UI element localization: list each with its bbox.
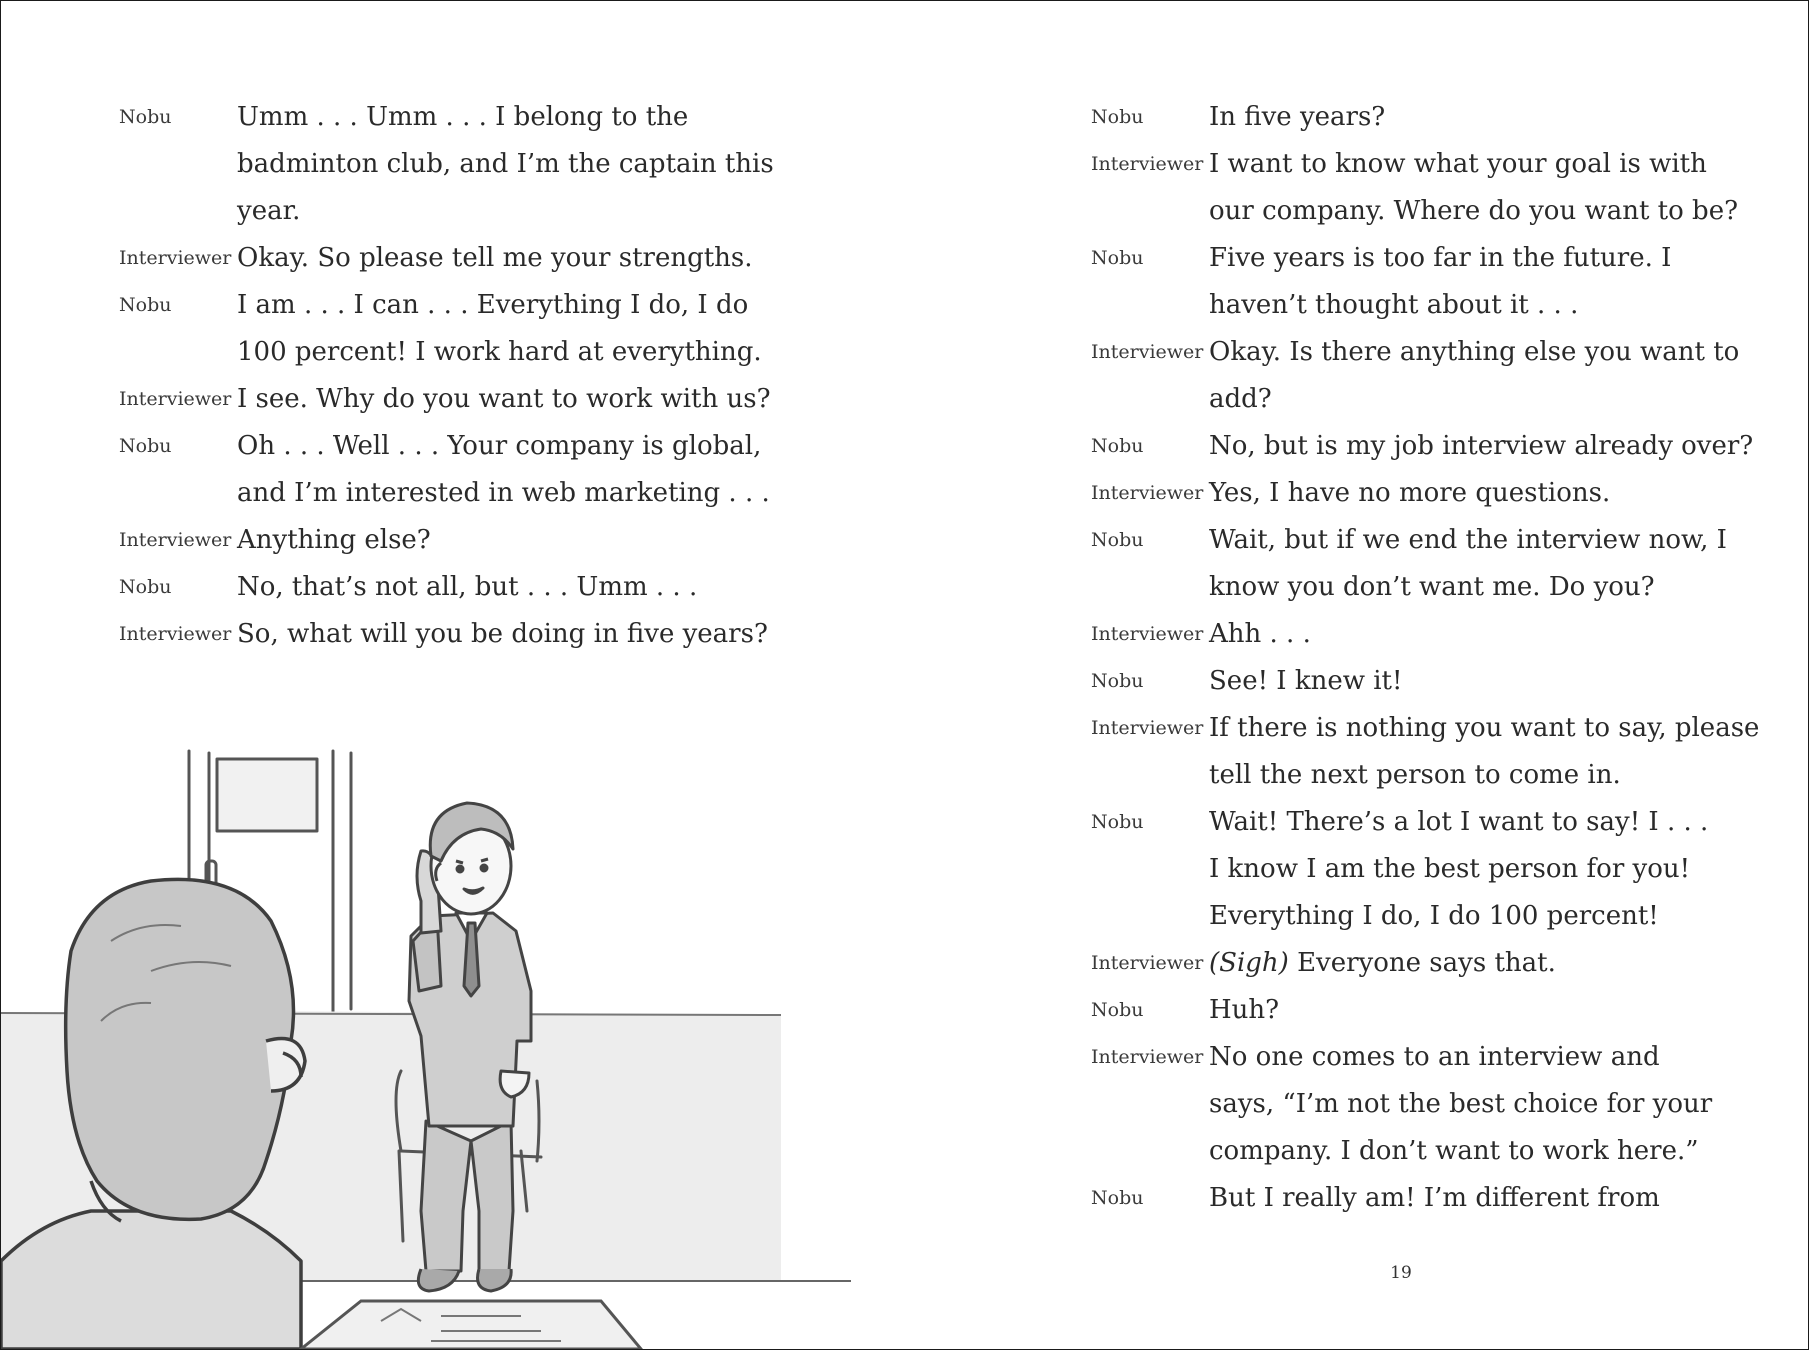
stage-direction: (Sigh) — [1209, 948, 1289, 978]
speaker-label: Nobu — [1091, 999, 1144, 1021]
dialogue-line — [1091, 517, 1791, 611]
speech-text — [237, 611, 768, 658]
speech-row-text: Everyone says that. — [1288, 948, 1556, 978]
speech-row: year. — [237, 196, 301, 226]
speech-row: But I really am! I’m different from — [1209, 1183, 1660, 1213]
speech-text — [1209, 235, 1671, 329]
dialogue-line — [119, 282, 762, 376]
speech-text — [1209, 94, 1385, 141]
dialogue-line — [1091, 987, 1791, 1034]
speaker-label: Nobu — [1091, 247, 1144, 269]
speech-row: Yes, I have no more questions. — [1209, 478, 1611, 508]
speech-text — [1209, 705, 1759, 799]
speech-row: know you don’t want me. Do you? — [1209, 572, 1655, 602]
speech-text — [1209, 423, 1753, 470]
speaker-label: Interviewer — [119, 529, 232, 551]
dialogue-line — [1091, 799, 1791, 940]
dialogue-line — [119, 564, 759, 611]
page-number: 19 — [1390, 1263, 1412, 1283]
dialogue-line — [1091, 940, 1791, 987]
speech-row: See! I knew it! — [1209, 666, 1403, 696]
speech-text — [1209, 1175, 1660, 1222]
speech-row: So, what will you be doing in five years? — [237, 619, 768, 649]
dialogue-line — [1091, 611, 1791, 658]
speaker-label: Interviewer — [1091, 341, 1204, 363]
speech-text — [1209, 1034, 1712, 1175]
speaker-label: Nobu — [119, 294, 172, 316]
speech-text — [1209, 141, 1738, 235]
speech-row: Huh? — [1209, 995, 1280, 1025]
speech-text — [1209, 470, 1610, 517]
speaker-label: Interviewer — [1091, 952, 1204, 974]
speech-row: In five years? — [1209, 102, 1386, 132]
speaker-label: Nobu — [119, 435, 172, 457]
speech-row: badminton club, and I’m the captain this — [237, 149, 774, 179]
speech-row: I want to know what your goal is with — [1209, 149, 1707, 179]
speech-text — [1209, 329, 1739, 423]
speaker-label: Interviewer — [119, 388, 232, 410]
speaker-label: Interviewer — [119, 247, 232, 269]
dialogue-line — [1091, 329, 1791, 423]
speech-row: No, that’s not all, but . . . Umm . . . — [237, 572, 698, 602]
speech-row: Wait! There’s a lot I want to say! I . . . — [1209, 807, 1709, 837]
speech-text — [237, 376, 771, 423]
speaker-label: Interviewer — [1091, 482, 1204, 504]
speech-row: Okay. Is there anything else you want to — [1209, 337, 1740, 367]
speaker-label: Interviewer — [1091, 1046, 1204, 1068]
right-page-dialogue — [1091, 94, 1791, 1222]
speech-text — [1209, 987, 1279, 1034]
speech-row: Okay. So please tell me your strengths. — [237, 243, 753, 273]
speech-text — [237, 564, 697, 611]
speech-row: I am . . . I can . . . Everything I do, I do — [237, 290, 749, 320]
speaker-label: Nobu — [119, 106, 172, 128]
speech-text — [1209, 658, 1402, 705]
speaker-label: Nobu — [1091, 529, 1144, 551]
dialogue-line — [119, 376, 771, 423]
dialogue-line — [119, 94, 774, 235]
speech-text — [237, 517, 431, 564]
speech-row: Everything I do, I do 100 percent! — [1209, 901, 1659, 931]
speech-row: Oh . . . Well . . . Your company is global, — [237, 431, 762, 461]
left-page-dialogue — [119, 94, 774, 658]
dialogue-line — [119, 611, 768, 658]
speech-row: haven’t thought about it . . . — [1209, 290, 1579, 320]
speech-text — [237, 282, 762, 376]
speech-row: says, “I’m not the best choice for your — [1209, 1089, 1713, 1119]
dialogue-line — [1091, 1175, 1791, 1222]
speech-row — [1209, 940, 1556, 987]
speech-row: tell the next person to come in. — [1209, 760, 1621, 790]
dialogue-line — [119, 423, 770, 517]
dialogue-line — [1091, 423, 1791, 470]
dialogue-line — [119, 517, 759, 564]
speech-text — [1209, 611, 1311, 658]
speaker-label: Nobu — [1091, 811, 1144, 833]
speech-text — [237, 423, 770, 517]
speaker-label: Interviewer — [1091, 717, 1204, 739]
speech-row: company. I don’t want to work here.” — [1209, 1136, 1699, 1166]
speech-row: No one comes to an interview and — [1209, 1042, 1660, 1072]
speech-row: our company. Where do you want to be? — [1209, 196, 1739, 226]
speech-text — [1209, 517, 1727, 611]
speaker-label: Nobu — [119, 576, 172, 598]
dialogue-line — [1091, 470, 1791, 517]
speech-text — [1209, 799, 1708, 940]
speech-row: I see. Why do you want to work with us? — [237, 384, 771, 414]
speaker-label: Nobu — [1091, 106, 1144, 128]
speaker-label: Nobu — [1091, 1187, 1144, 1209]
speech-row: and I’m interested in web marketing . . . — [237, 478, 770, 508]
speech-row: If there is nothing you want to say, please — [1209, 713, 1760, 743]
speech-text — [237, 94, 774, 235]
interview-illustration — [1, 741, 861, 1349]
speech-row: Wait, but if we end the interview now, I — [1209, 525, 1727, 555]
speech-row: I know I am the best person for you! — [1209, 854, 1691, 884]
dialogue-line — [1091, 658, 1791, 705]
speaker-label: Interviewer — [119, 623, 232, 645]
speech-text — [1209, 940, 1556, 987]
dialogue-line — [1091, 705, 1791, 799]
speaker-label: Interviewer — [1091, 153, 1204, 175]
speaker-label: Nobu — [1091, 670, 1144, 692]
speaker-label: Interviewer — [1091, 623, 1204, 645]
speech-text — [237, 235, 753, 282]
speech-row: Umm . . . Umm . . . I belong to the — [237, 102, 689, 132]
speaker-label: Nobu — [1091, 435, 1144, 457]
speech-row: No, but is my job interview already over? — [1209, 431, 1754, 461]
speech-row: Ahh . . . — [1209, 619, 1311, 649]
speech-row: Five years is too far in the future. I — [1209, 243, 1672, 273]
dialogue-line — [1091, 141, 1791, 235]
dialogue-line — [1091, 94, 1791, 141]
dialogue-line — [119, 235, 759, 282]
speech-row: add? — [1209, 384, 1272, 414]
dialogue-line — [1091, 235, 1791, 329]
speech-row: 100 percent! I work hard at everything. — [237, 337, 762, 367]
speech-row: Anything else? — [237, 525, 431, 555]
dialogue-line — [1091, 1034, 1791, 1175]
